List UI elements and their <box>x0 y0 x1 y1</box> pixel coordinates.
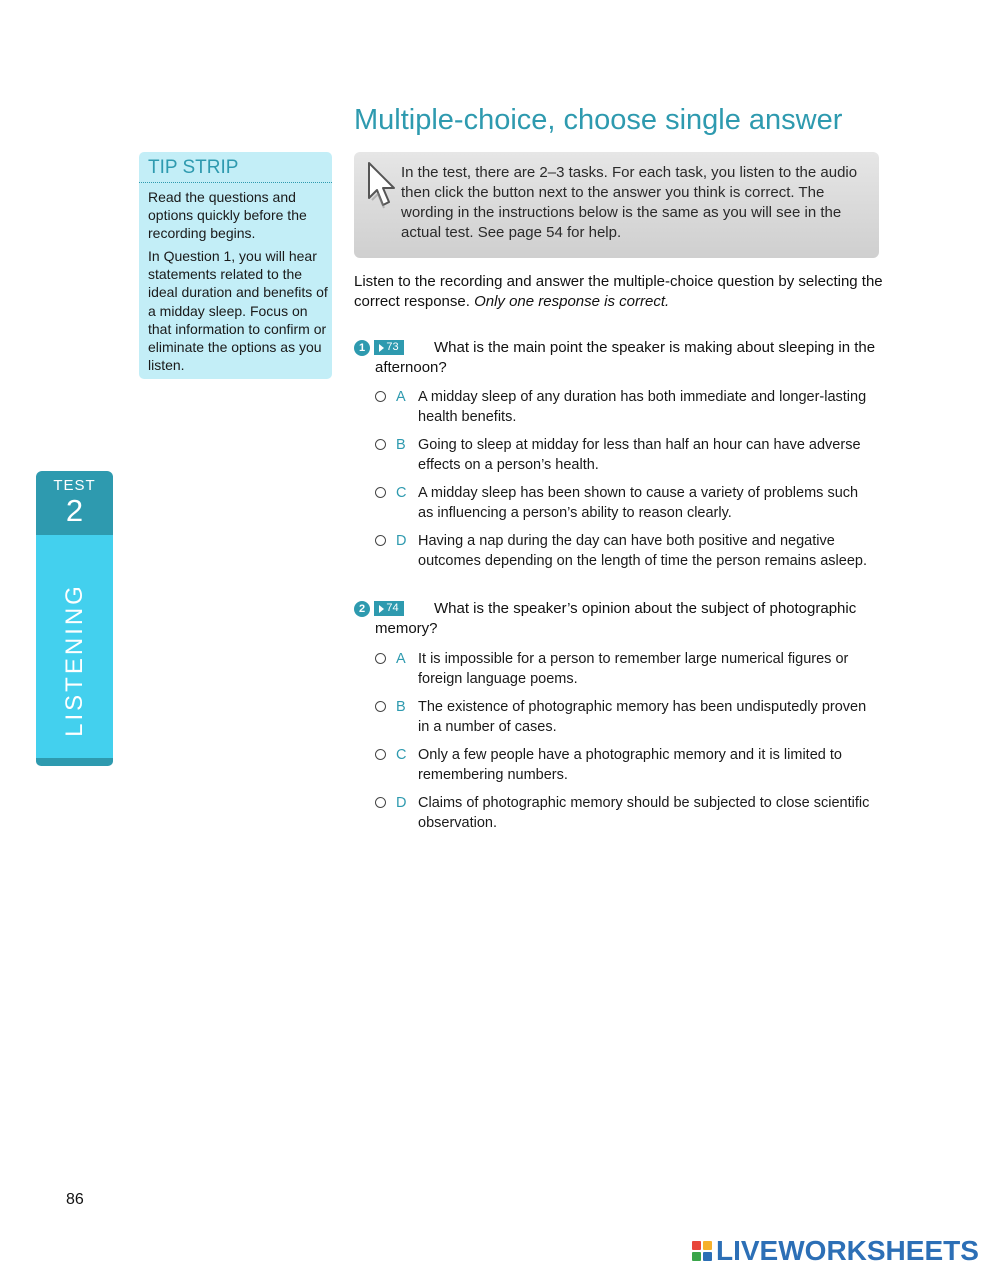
option-text: It is impossible for a person to remember large numerical figures or foreign language poems. <box>418 651 849 687</box>
option-text: A midday sleep has been shown to cause a variety of problems such as influencing a person’s ability to reason clearly. <box>418 485 859 521</box>
option-row[interactable] <box>375 483 875 523</box>
option-row[interactable] <box>375 649 875 689</box>
option-text: Only a few people have a photographic memory and it is limited to remembering numbers. <box>418 747 842 783</box>
question-text: What is the speaker’s opinion about the subject of photographic memory? <box>375 600 857 637</box>
option-text: The existence of photographic memory has been undisputedly proven in a number of cases. <box>418 699 867 735</box>
audio-track-number: 74 <box>386 602 399 614</box>
tip-strip <box>139 152 332 379</box>
question-text: What is the main point the speaker is making about sleeping in the afternoon? <box>375 339 876 376</box>
instructions <box>354 272 884 312</box>
section-tab-footer <box>36 758 113 766</box>
option-row[interactable] <box>375 793 875 833</box>
radio-button[interactable] <box>375 701 386 712</box>
option-text: Having a nap during the day can have both positive and negative outcomes depending on the length of time the person remains asleep. <box>418 533 867 569</box>
audio-track-number: 73 <box>386 341 399 353</box>
instructions-main: Listen to the recording and answer the multiple-choice question by selecting the correct response. <box>354 273 883 310</box>
tab-test-label: TEST <box>53 477 96 494</box>
tip-strip-divider <box>139 182 332 183</box>
radio-button[interactable] <box>375 391 386 402</box>
question-1 <box>354 338 884 378</box>
audio-track-button[interactable] <box>374 601 404 616</box>
option-letter: B <box>396 699 406 715</box>
logo-icon <box>692 1241 712 1261</box>
radio-button[interactable] <box>375 653 386 664</box>
option-letter: C <box>396 747 407 763</box>
instructions-emphasis: Only one response is correct. <box>474 293 670 310</box>
section-tab <box>36 535 113 758</box>
option-text: Claims of photographic memory should be subjected to close scientific observation. <box>418 795 870 831</box>
audio-track-button[interactable] <box>374 340 404 355</box>
option-row[interactable] <box>375 435 875 475</box>
mouse-pointer-icon <box>364 160 398 210</box>
question-number-badge: 1 <box>354 340 370 356</box>
page-title: Multiple-choice, choose single answer <box>354 104 843 136</box>
option-letter: A <box>396 651 406 667</box>
page-number: 86 <box>66 1191 84 1208</box>
option-row[interactable] <box>375 745 875 785</box>
tip-strip-paragraph: In Question 1, you will hear statements related to the ideal duration and benefits of a midday sleep. Focus on that information to confirm or eliminate the options as you listen. <box>148 248 328 374</box>
option-letter: C <box>396 485 407 501</box>
question-number-badge: 2 <box>354 601 370 617</box>
liveworksheets-logo <box>692 1235 979 1267</box>
play-icon <box>379 344 384 352</box>
option-letter: D <box>396 533 407 549</box>
option-text: A midday sleep of any duration has both immediate and longer-lasting health benefits. <box>418 389 867 425</box>
tip-strip-paragraph: Read the questions and options quickly before the recording begins. <box>148 189 307 242</box>
test-info-box <box>354 152 879 258</box>
radio-button[interactable] <box>375 535 386 546</box>
option-text: Going to sleep at midday for less than half an hour can have adverse effects on a person’s health. <box>418 437 861 473</box>
radio-button[interactable] <box>375 487 386 498</box>
option-row[interactable] <box>375 531 875 571</box>
question-2 <box>354 599 884 639</box>
option-letter: A <box>396 389 406 405</box>
option-letter: B <box>396 437 406 453</box>
section-tab-label: LISTENING <box>61 583 89 737</box>
radio-button[interactable] <box>375 439 386 450</box>
radio-button[interactable] <box>375 797 386 808</box>
logo-text: LIVEWORKSHEETS <box>716 1235 979 1266</box>
radio-button[interactable] <box>375 749 386 760</box>
option-row[interactable] <box>375 387 875 427</box>
play-icon <box>379 605 384 613</box>
option-letter: D <box>396 795 407 811</box>
option-row[interactable] <box>375 697 875 737</box>
tab-test-number: 2 <box>65 493 84 528</box>
section-tab-header <box>36 471 113 535</box>
test-info-text: In the test, there are 2–3 tasks. For each task, you listen to the audio then click the button next to the answer you think is correct. The wording in the instructions below is the same as you will see in the actual test. See page 54 for help. <box>401 164 858 241</box>
tip-strip-title: TIP STRIP <box>148 157 239 178</box>
